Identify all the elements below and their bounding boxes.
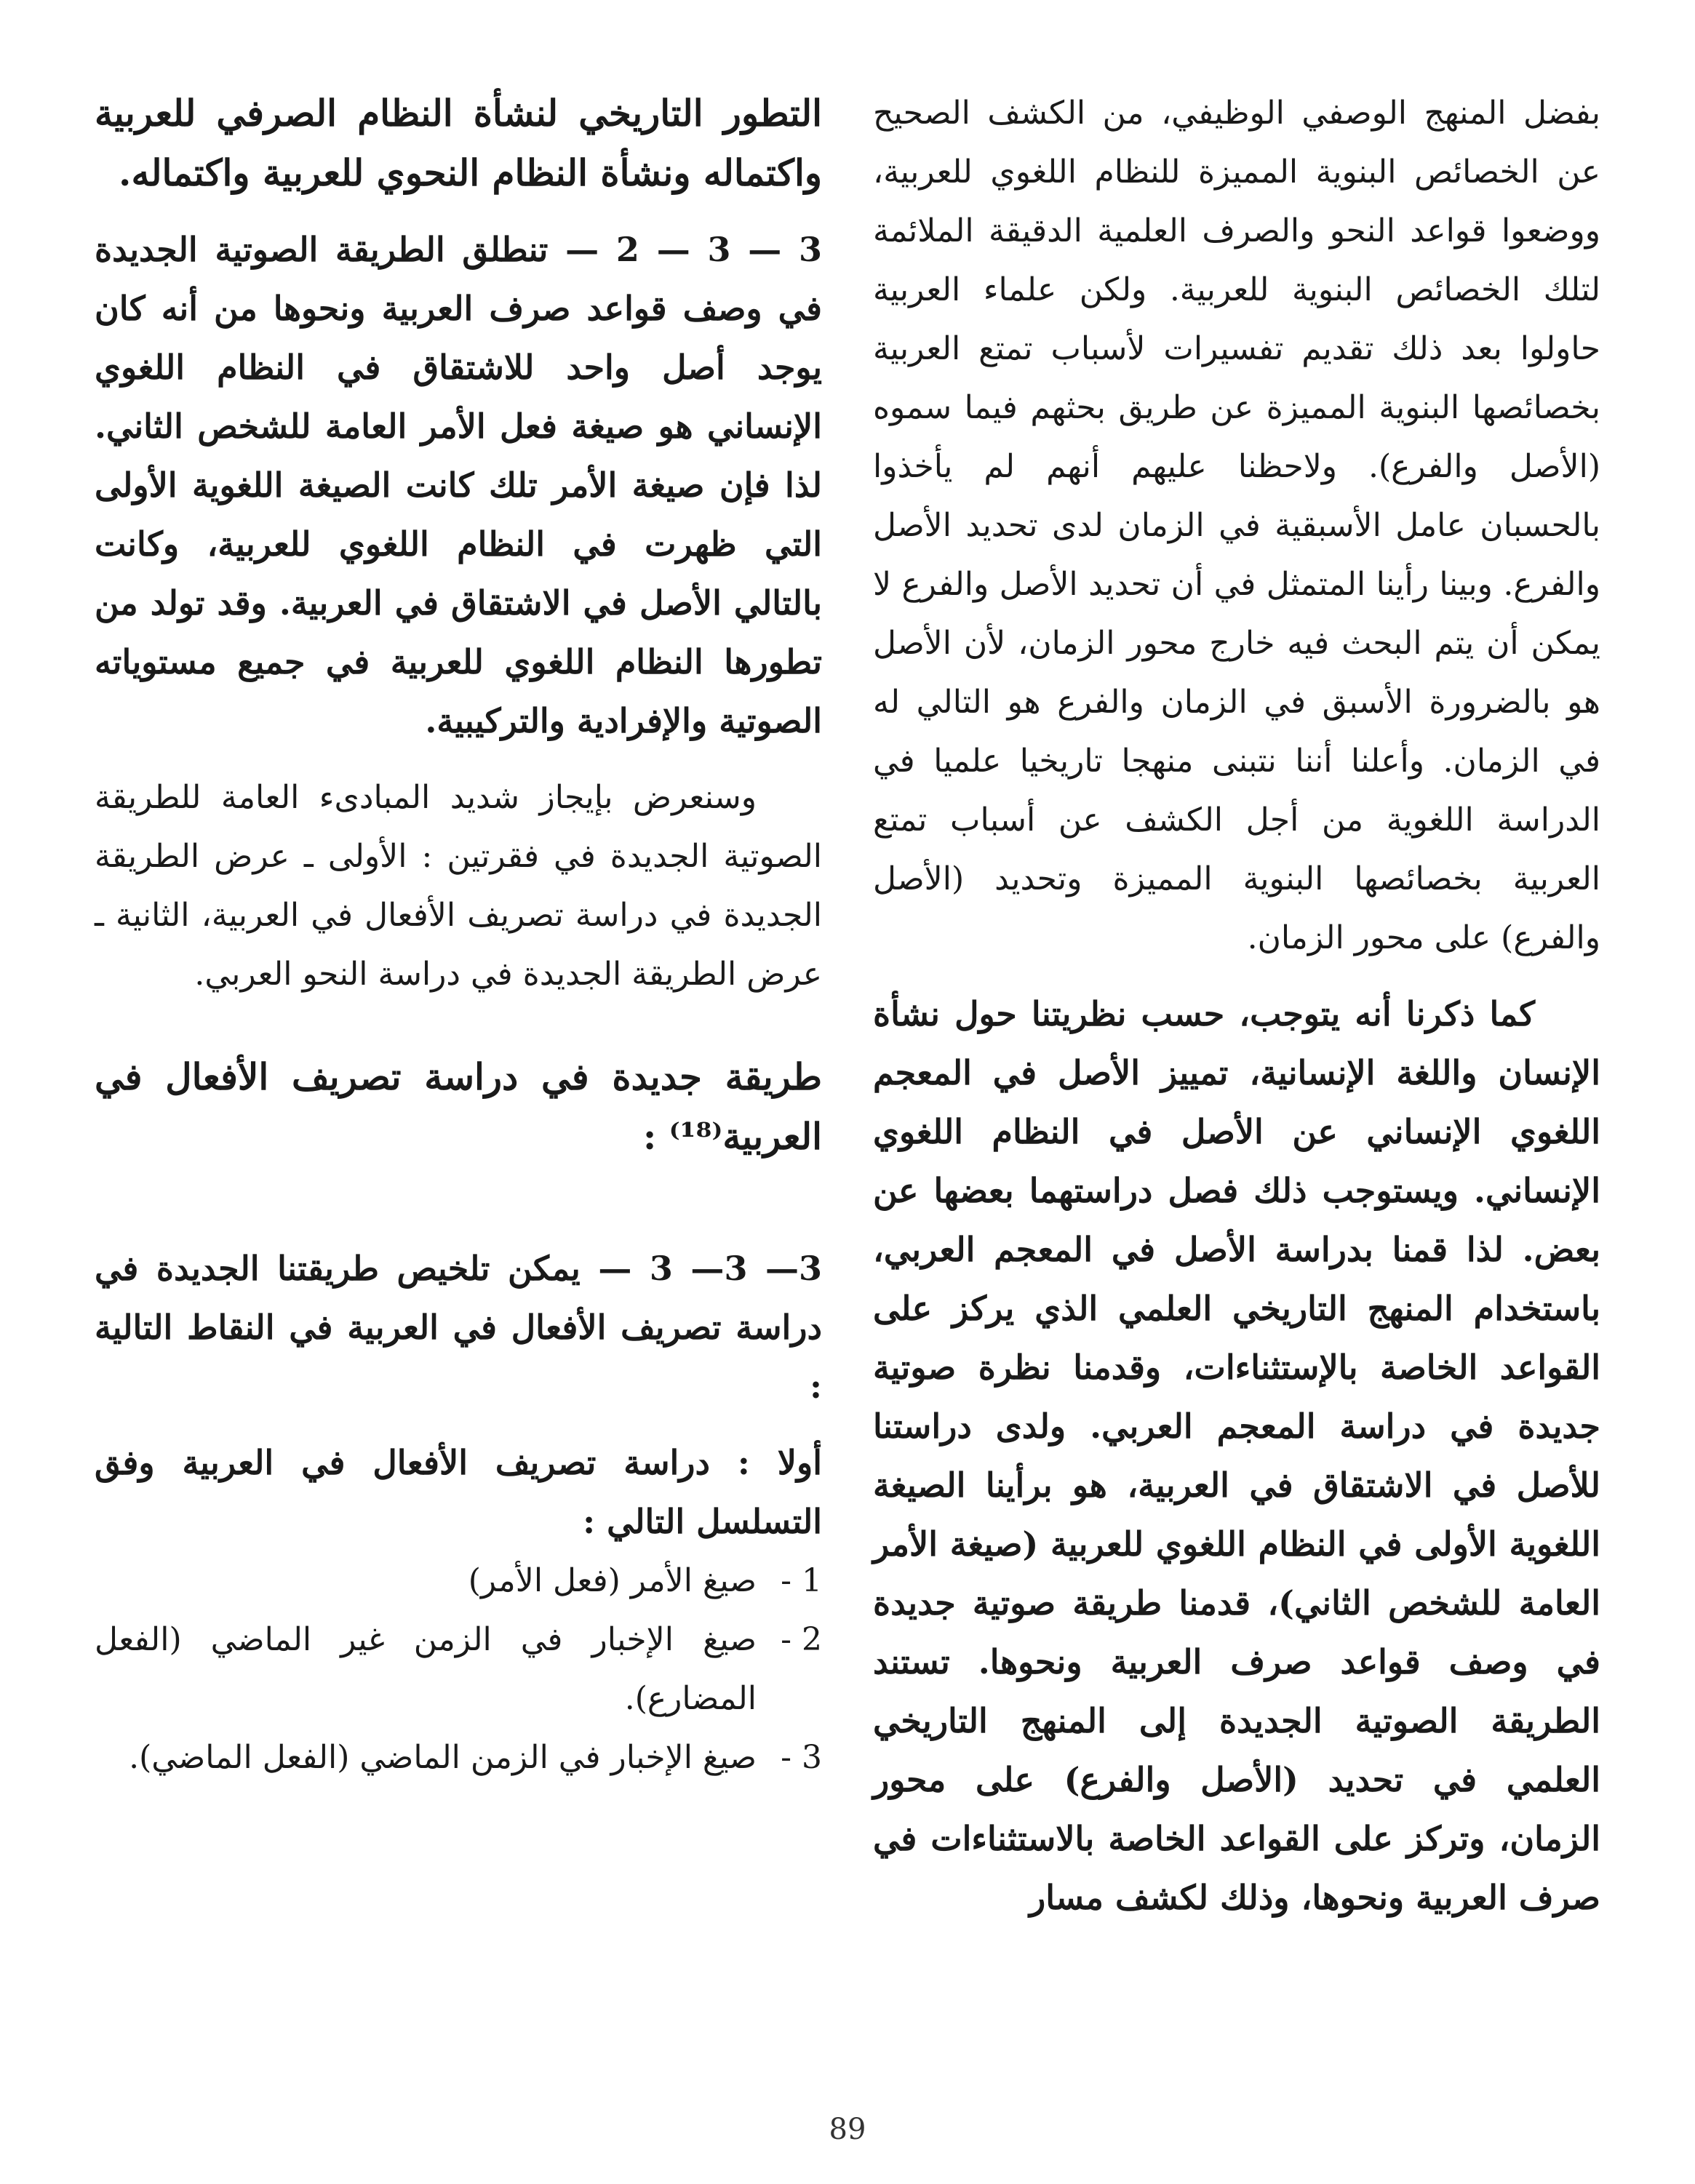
right-column <box>873 84 1600 1927</box>
left-paragraph-3: 3— 3— 3 — يمكن تلخيص طريقتنا الجديدة في دراسة تصريف الأفعال في العربية في النقاط التالية : <box>95 1249 823 1406</box>
section-heading-2: طريقة جديدة في دراسة تصريف الأفعال في العربية⁽¹⁸⁾ : <box>95 1055 822 1158</box>
list-item: 2 -صيغ الإخبار في الزمن غير الماضي (الفعل المضارع). <box>95 1621 822 1717</box>
left-paragraph-2: وسنعرض بإيجاز شديد المبادىء العامة للطريقة الصوتية الجديدة في فقرتين : الأولى ـ عرض الطريقة الجديدة في دراسة تصريف الأفعال في العربية، الثانية ـ عرض الطريقة الجديدة في دراسة النحو العربي. <box>95 779 822 993</box>
right-paragraph-2: كما ذكرنا أنه يتوجب، حسب نظريتنا حول نشأة الإنسان واللغة الإنسانية، تمييز الأصل في المعجم اللغوي الإنساني عن الأصل في النظام اللغوي الإنساني. ويستوجب ذلك فصل دراستهما بعضها عن بعض. لذا قمنا بدراسة الأصل في المعجم العربي، باستخدام المنهج التاريخي العلمي الذي يركز على القواعد الخاصة بالإستثناءات، وقدمنا نظرة صوتية جديدة في دراسة المعجم العربي. ولدى دراستنا للأصل في الاشتقاق في العربية، هو برأينا الصيغة اللغوية الأولى في النظام اللغوي للعربية (صيغة الأمر العامة للشخص الثاني)، قدمنا طريقة صوتية جديدة في وصف قواعد صرف العربية ونحوها. تستند الطريقة الصوتية الجديدة إلى المنهج التاريخي العلمي في تحديد (الأصل والفرع) على محور الزمان، وتركز على القواعد الخاصة بالاستثناءات في صرف العربية ونحوها، وذلك لكشف مسار <box>873 994 1600 1917</box>
section-heading-1: التطور التاريخي لنشأة النظام الصرفي للعربية واكتماله ونشأة النظام النحوي للعربية واكتماله. <box>95 92 822 194</box>
left-paragraph-4: أولا : دراسة تصريف الأفعال في العربية وفق التسلسل التالي : <box>95 1443 822 1541</box>
left-column <box>95 84 822 1787</box>
list-item: 1 -صيغ الأمر (فعل الأمر) <box>468 1562 822 1599</box>
right-paragraph-1: بفضل المنهج الوصفي الوظيفي، من الكشف الصحيح عن الخصائص البنوية المميزة للنظام اللغوي للعربية، ووضعوا قواعد النحو والصرف العلمية الدقيقة الملائمة لتلك الخصائص البنوية للعربية. ولكن علماء العربية حاولوا بعد ذلك تقديم تفسيرات لأسباب تمتع العربية بخصائصها البنوية المميزة عن طريق بحثهم فيما سموه (الأصل والفرع). ولاحظنا عليهم أنهم لم يأخذوا بالحسبان عامل الأسبقية في الزمان لدى تحديد الأصل والفرع. وبينا رأينا المتمثل في أن تحديد الأصل والفرع لا يمكن أن يتم البحث فيه خارج محور الزمان، لأن الأصل هو بالضرورة الأسبق في الزمان والفرع هو التالي له في الزمان. وأعلنا أننا نتبنى منهجا تاريخيا علميا في الدراسة اللغوية من أجل الكشف عن أسباب تمتع العربية بخصائصها البنوية المميزة وتحديد (الأصل والفرع) على محور الزمان. <box>873 95 1600 956</box>
verb-forms-list <box>95 1551 822 1787</box>
list-item: 3 -صيغ الإخبار في الزمن الماضي (الفعل الماضي). <box>129 1739 822 1776</box>
page-number: 89 <box>829 2113 866 2146</box>
left-paragraph-1: 3 — 3 — 2 — تنطلق الطريقة الصوتية الجديدة في وصف قواعد صرف العربية ونحوها من أنه كان يوجد أصل واحد للاشتقاق في النظام اللغوي الإنساني هو صيغة فعل الأمر العامة للشخص الثاني. لذا فإن صيغة الأمر تلك كانت الصيغة اللغوية الأولى التي ظهرت في النظام اللغوي للعربية، وكانت بالتالي الأصل في الاشتقاق في العربية. وقد تولد من تطورها النظام اللغوي للعربية في جميع مستوياته الصوتية والإفرادية والتركيبية. <box>95 230 822 740</box>
